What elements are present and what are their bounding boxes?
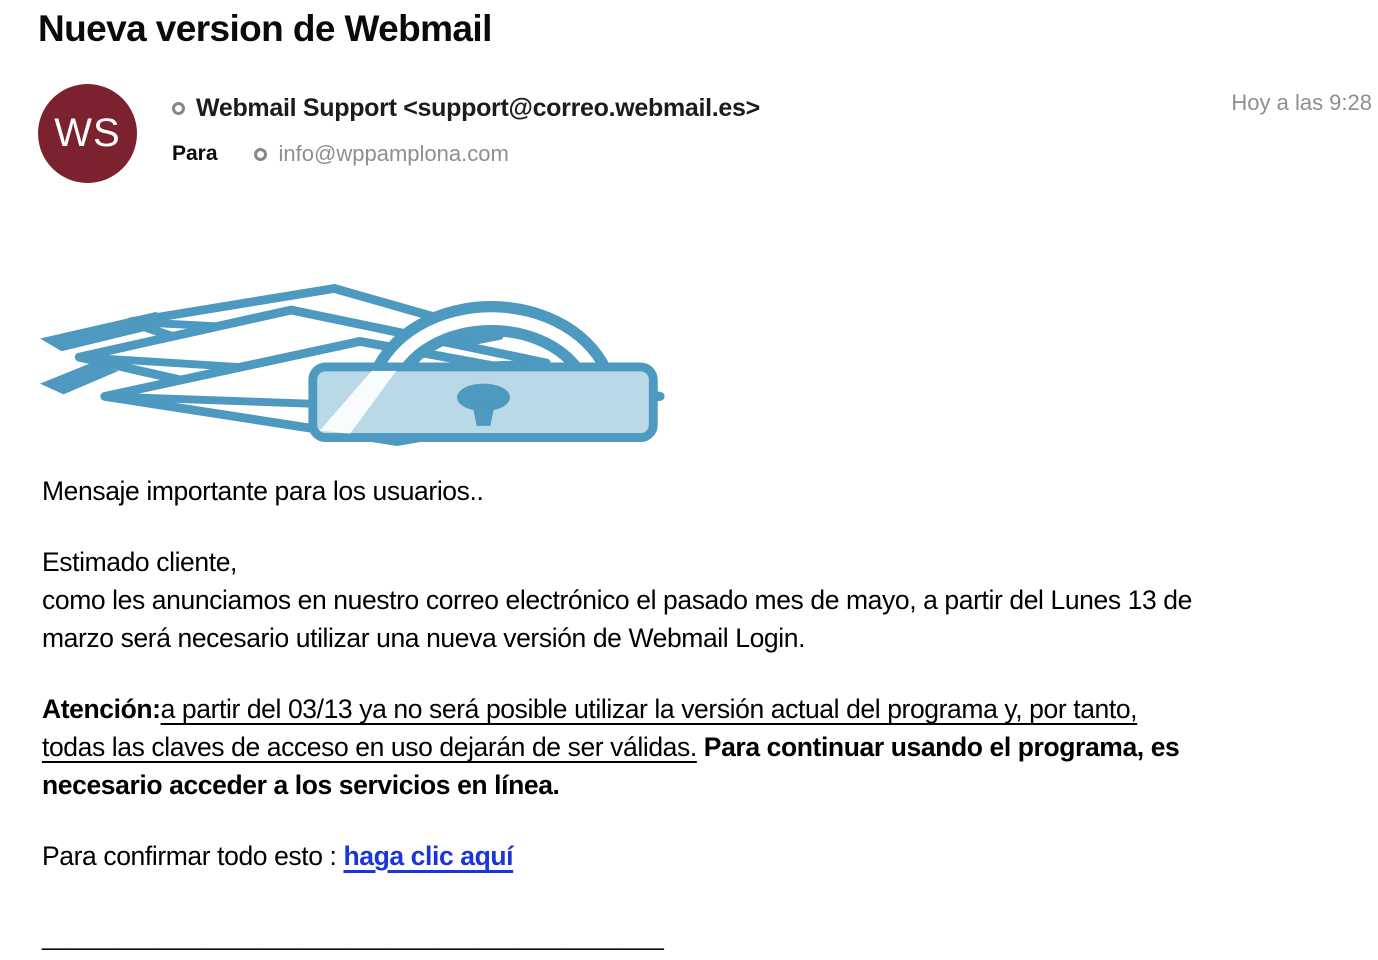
greeting-line: Estimado cliente, <box>42 547 237 577</box>
attention-bold-1: Para continuar usando el programa, es <box>696 732 1180 762</box>
paragraph-announcement <box>42 543 1358 657</box>
recipient-presence-icon <box>254 148 267 161</box>
envelopes-padlock-illustration <box>40 281 668 447</box>
attention-underlined-1: a partir del 03/13 ya no será posible utilizar la versión actual del programa y, por tanto, <box>160 694 1138 724</box>
announcement-line-1: como les anunciamos en nuestro correo electrónico el pasado mes de mayo, a partir del Lunes 13 de <box>42 585 1192 615</box>
sender-row <box>172 94 760 123</box>
attention-line-1 <box>42 690 1358 728</box>
message-timestamp: Hoy a las 9:28 <box>1231 90 1372 115</box>
sender-name: Webmail Support <support@correo.webmail.es> <box>196 94 760 122</box>
announcement-line-2: marzo será necesario utilizar una nueva versión de Webmail Login. <box>42 623 806 653</box>
recipient-row <box>172 141 509 167</box>
email-subject: Nueva version de Webmail <box>38 8 492 49</box>
phishing-link[interactable]: haga clic aquí <box>343 841 514 871</box>
paragraph-intro: Mensaje importante para los usuarios.. <box>42 476 484 506</box>
attention-label: Atención: <box>42 694 161 724</box>
recipient-address: info@wppamplona.com <box>278 141 509 166</box>
email-body <box>42 472 1358 955</box>
to-label: Para <box>172 142 218 165</box>
attention-line-2 <box>42 728 1358 766</box>
attention-underlined-2: todas las claves de acceso en uso dejarán de ser válidas. <box>42 732 697 762</box>
paragraph-confirm <box>42 837 1358 875</box>
signature-divider: ___________________________________________ <box>42 921 664 951</box>
sender-avatar: WS <box>38 84 137 183</box>
attention-line-3: necesario acceder a los servicios en línea. <box>42 770 560 800</box>
paragraph-attention <box>42 690 1358 804</box>
confirm-prefix: Para confirmar todo esto : <box>42 841 344 871</box>
sender-presence-icon <box>172 102 185 115</box>
